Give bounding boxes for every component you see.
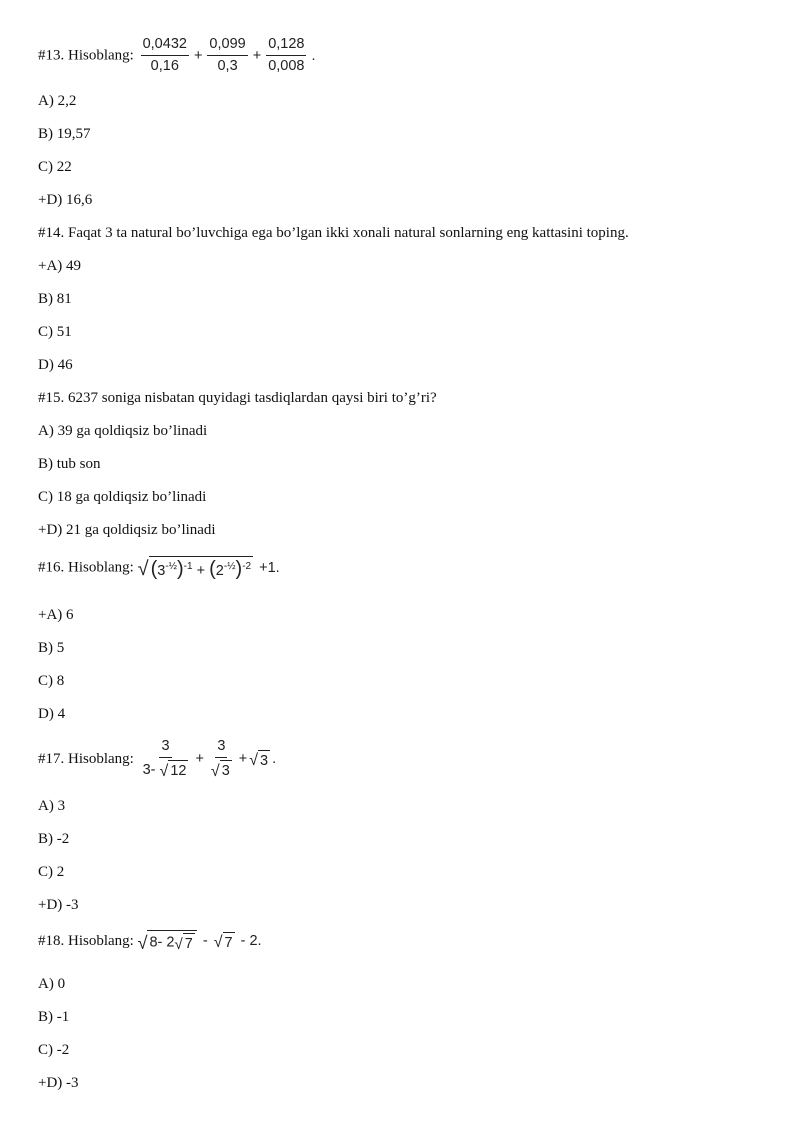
question-13-formula (138, 36, 318, 74)
plus-sign: + (193, 47, 203, 64)
base-2: 2 (215, 563, 224, 579)
option: B) tub son (38, 456, 101, 472)
inner-exponent: -½ (165, 561, 177, 573)
plus-sign: + (195, 751, 204, 767)
option: C) 22 (38, 159, 72, 175)
fraction-1-denominator: 0,16 (150, 58, 179, 74)
fraction-2-numerator: 3 (215, 738, 227, 758)
square-root: √ 7 (175, 933, 195, 952)
question-16-formula (137, 558, 282, 580)
formula-tail: - 2. (240, 933, 262, 949)
plus-sign: + (238, 751, 248, 767)
fraction-2-denominator: 0,3 (217, 58, 238, 74)
option: C) 2 (38, 864, 65, 880)
option: +D) 21 ga qoldiqsiz bo’linadi (38, 522, 216, 538)
period: . (311, 47, 316, 64)
square-root: √ 3 (211, 760, 232, 780)
question-17-label: #17. Hisoblang: (38, 750, 134, 767)
option: D) 46 (38, 357, 73, 373)
option: B) 5 (38, 640, 65, 656)
fraction-3-denominator: 0,008 (268, 58, 305, 74)
outer-exponent: -1 (183, 561, 193, 573)
question-17-formula (138, 738, 279, 780)
plus-sign: + (196, 563, 206, 579)
question-13-label: #13. Hisoblang: (38, 47, 134, 64)
fraction-2 (207, 36, 247, 75)
question-18-label: #18. Hisoblang: (38, 932, 134, 949)
option: C) -2 (38, 1042, 70, 1058)
fraction-2-denominator (209, 758, 234, 780)
outer-exponent: -2 (242, 561, 252, 573)
option: D) 4 (38, 706, 66, 722)
question-15-label: #15. 6237 soniga nisbatan quyidagi tasdiqlardan qaysi biri to’g’ri? (38, 390, 437, 406)
question-14-label: #14. Faqat 3 ta natural bo’luvchiga ega bo’lgan ikki xonali natural sonlarning eng kattasini toping. (38, 225, 629, 241)
option: A) 2,2 (38, 93, 77, 109)
option: +A) 49 (38, 258, 82, 274)
question-13 (38, 36, 318, 75)
fraction-1 (141, 36, 189, 75)
fraction-1 (141, 738, 191, 780)
inner-exponent: -½ (223, 561, 236, 573)
question-18-formula (137, 933, 264, 953)
base-3: 3 (157, 563, 166, 579)
fraction-2 (209, 738, 234, 780)
question-16 (38, 556, 282, 579)
fraction-1-denominator: 3- √ 12 (142, 761, 187, 780)
radical-sign: √ (137, 558, 149, 580)
option: B) -1 (38, 1009, 70, 1025)
option: C) 18 ga qoldiqsiz bo’linadi (38, 489, 207, 505)
plus-sign: + (252, 47, 262, 64)
option: +D) -3 (38, 897, 79, 913)
option: +D) -3 (38, 1075, 79, 1091)
square-root: √ $(3^{-\frac{1}{2}})^{-1} + (2^{-\frac{1}{2}})^{-2}$ (137, 558, 252, 580)
minus-sign: - (202, 933, 208, 949)
fraction-1-numerator: 0,0432 (141, 36, 189, 56)
option: A) 0 (38, 976, 66, 992)
fraction-1-numerator: 3 (159, 738, 171, 758)
option: B) -2 (38, 831, 70, 847)
square-root: √ 8- 2√ 7 (138, 930, 197, 952)
period: . (272, 751, 277, 767)
option: B) 19,57 (38, 126, 91, 142)
option: A) 3 (38, 798, 66, 814)
question-16-label: #16. Hisoblang: (38, 559, 134, 576)
option: C) 51 (38, 324, 72, 340)
fraction-3 (266, 36, 306, 75)
square-root: √ 12 (160, 760, 189, 780)
question-18 (38, 930, 264, 952)
option: +A) 6 (38, 607, 74, 623)
option: C) 8 (38, 673, 65, 689)
option: B) 81 (38, 291, 72, 307)
option: A) 39 ga qoldiqsiz bo’linadi (38, 423, 208, 439)
fraction-3-numerator: 0,128 (266, 36, 306, 56)
option: +D) 16,6 (38, 192, 93, 208)
fraction-2-numerator: 0,099 (207, 36, 247, 56)
square-root: √ 3 (249, 751, 269, 769)
square-root: √ 7 (213, 933, 233, 951)
question-17 (38, 738, 278, 780)
formula-tail: +1. (259, 559, 280, 576)
